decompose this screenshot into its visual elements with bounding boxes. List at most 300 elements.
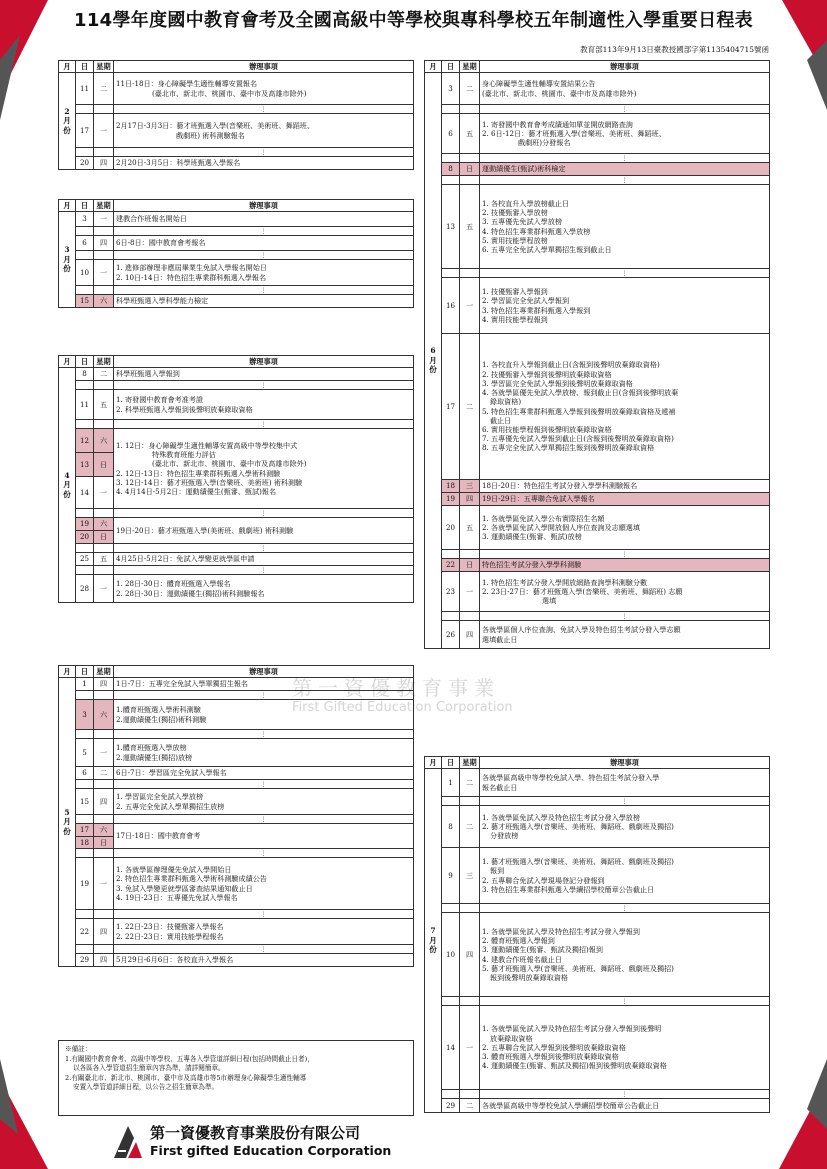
event xyxy=(480,493,770,506)
table-cell xyxy=(76,566,94,575)
event xyxy=(114,114,414,148)
event xyxy=(114,553,414,566)
event: ⋮ xyxy=(114,381,414,390)
event xyxy=(480,913,770,997)
event-line: (臺北市、新北市、桃園市、臺中市及高雄市除外) xyxy=(152,88,307,98)
table-cell xyxy=(460,612,480,621)
event-line: 3. 12日-14日：藝才班甄選入學(音樂班、美術班) 術科測驗 xyxy=(116,477,303,487)
event-line: 3. 五專優先免試入學放榜 xyxy=(482,217,562,227)
event-line: 6日-7日：學習區完全免試入學報名 xyxy=(116,768,227,778)
event xyxy=(114,236,414,251)
event-line: 4. 實用技能學程報到 xyxy=(482,314,548,324)
event-line: 3. 運動績優生(甄審、甄試)放榜 xyxy=(482,532,582,542)
event-line: 1. 各就學區免試入學及特色招生考試分發入學報到後聲明 xyxy=(482,1024,662,1034)
event-line: 2. 28日-30日：運動績優生(獨招)術科測驗報名 xyxy=(116,588,265,598)
weekday: 一 xyxy=(94,260,114,286)
event xyxy=(114,518,414,544)
table-cell xyxy=(442,154,460,163)
table-cell xyxy=(94,544,114,553)
event-line: 2. 技優甄審入學放榜 xyxy=(482,208,548,218)
column-header: 日 xyxy=(76,666,94,678)
event-line: 5月29日-6月6日：各校直升入學報名 xyxy=(116,955,234,965)
event-line: 2. 10日-14日：特色招生專業群科甄選入學報名 xyxy=(116,272,267,282)
table-cell xyxy=(460,550,480,559)
event: ⋮ xyxy=(480,550,770,559)
table-cell xyxy=(76,286,94,295)
event-line: 特色招生考試分發入學學科測驗 xyxy=(482,560,582,570)
event-line: 2. 體育班甄選入學報到 xyxy=(482,936,555,946)
event xyxy=(480,185,770,269)
table-cell xyxy=(94,509,114,518)
feb-schedule-table xyxy=(58,60,414,170)
table-cell xyxy=(76,381,94,390)
event-line: 5. 特色招生專業群科甄選入學報到後聲明放棄錄取資格及遞補 xyxy=(482,406,676,416)
event-line: (臺北市、新北市、桃園市、臺中市及高雄市除外) xyxy=(152,459,307,469)
notes-line: 安置入學管道詳細日程，以公告之招生簡章為準。 xyxy=(73,1083,219,1092)
event-line: 2.運動績優生(獨招)術科測驗 xyxy=(116,714,207,724)
weekday: 一 xyxy=(94,477,114,509)
event-line: 6. 實用技能學程報到後聲明放棄錄取資格 xyxy=(482,424,612,434)
notes-line: 2.有關臺北市、新北市、桃園市、臺中市及高雄市等5市辦理身心障礙學生適性輔導 xyxy=(65,1073,307,1082)
day: 8 xyxy=(76,368,94,381)
table-cell xyxy=(76,227,94,236)
event xyxy=(114,575,414,603)
column-header: 日 xyxy=(76,200,94,212)
weekday: 日 xyxy=(460,163,480,176)
event-line: 2. 12日-13日：特色招生專業群科甄選入學術科測驗 xyxy=(116,468,281,478)
bottom-left-decoration xyxy=(0,1059,60,1169)
day: 18 xyxy=(442,480,460,493)
event-line: 17日-18日：國中教育會考 xyxy=(116,831,201,841)
weekday: 五 xyxy=(94,390,114,420)
event xyxy=(480,73,770,105)
day: 19 xyxy=(76,858,94,910)
table-cell xyxy=(442,797,460,806)
day: 29 xyxy=(76,954,94,967)
day: 13 xyxy=(76,453,94,477)
event-line: 2. 五專完全免試入學單獨招生放榜 xyxy=(116,801,225,811)
table-cell xyxy=(94,381,114,390)
day: 15 xyxy=(76,295,94,308)
day: 3 xyxy=(442,73,460,105)
column-header: 月 xyxy=(59,356,76,368)
event-line: 3. 免試入學變更就學區審查結果通知截止日 xyxy=(116,883,253,893)
event: ⋮ xyxy=(480,269,770,278)
event-line: 1.體育班甄選入學術科測驗 xyxy=(116,705,201,715)
weekday: 五 xyxy=(460,114,480,154)
table-cell xyxy=(76,544,94,553)
event-line: 2. 五專聯合免試入學現場登記分發報到 xyxy=(482,875,605,885)
weekday: 四 xyxy=(94,236,114,251)
column-header: 星期 xyxy=(460,61,480,73)
column-header: 星期 xyxy=(94,666,114,678)
logo-company-name: 第一資優教育事業股份有限公司 xyxy=(150,1124,361,1142)
event xyxy=(480,806,770,848)
column-header: 星期 xyxy=(94,200,114,212)
event-line: 2. 特色招生專業群科甄選入學術科測驗成績公告 xyxy=(116,874,267,884)
event: ⋮ xyxy=(114,815,414,824)
event-line: 5. 藝才班甄選入學(音樂班、美術班、舞蹈班、戲劇班及獨招) xyxy=(482,963,674,973)
col-day: 日 xyxy=(76,61,94,73)
event-line: 4月25日-5月2日：免試入學變更就學區申請 xyxy=(116,554,255,564)
event-line: 4. 運動績優生(甄審、甄試及獨招)報到後聲明放棄錄取資格 xyxy=(482,1061,667,1071)
day: 28 xyxy=(76,575,94,603)
weekday: 四 xyxy=(460,621,480,649)
event-line: 1. 28日-30日：體育班甄選入學報名 xyxy=(116,579,231,589)
column-header: 星期 xyxy=(460,757,480,769)
month-label: 2 月 份 xyxy=(59,73,76,170)
day: 13 xyxy=(442,185,460,269)
day: 17 xyxy=(442,334,460,480)
table-cell xyxy=(460,797,480,806)
day: 14 xyxy=(76,477,94,509)
event-line: 選填截止日 xyxy=(482,634,518,644)
event-line: 2. 五專聯合免試入學報到後聲明放棄錄取資格 xyxy=(482,1042,626,1052)
table-cell xyxy=(76,780,94,789)
jun-schedule-table xyxy=(424,60,770,649)
table-cell xyxy=(460,176,480,185)
event-line: 2. 技優甄審入學報到後聲明放棄錄取資格 xyxy=(482,369,612,379)
event-line: 報到後聲明放棄錄取資格 xyxy=(490,972,569,982)
event xyxy=(114,824,414,849)
weekday: 四 xyxy=(94,919,114,945)
weekday: 一 xyxy=(460,572,480,612)
event: ⋮ xyxy=(114,691,414,700)
event-line: 各就學區個人序位查詢、免試入學及特色招生考試分發入學志願 xyxy=(482,625,681,635)
event xyxy=(480,114,770,154)
event: ⋮ xyxy=(114,420,414,429)
table-cell xyxy=(94,910,114,919)
table-cell xyxy=(76,691,94,700)
event: ⋮ xyxy=(114,105,414,114)
column-header: 日 xyxy=(442,757,460,769)
event-line: 1. 寄發國中教育會考准考證 xyxy=(116,395,204,405)
event xyxy=(480,572,770,612)
event-line: 1. 各校直升入學放榜截止日 xyxy=(482,198,570,208)
day: 10 xyxy=(76,260,94,286)
bottom-right-decoration xyxy=(767,1059,827,1169)
event-line: 2. 科學班甄選入學報到後聲明放棄錄取資格 xyxy=(116,404,253,414)
event-line: 3. 特色招生專業群科甄選入學續招學校簡章公告截止日 xyxy=(482,884,655,894)
event-line: 放棄錄取資格 xyxy=(490,1033,533,1043)
day: 14 xyxy=(442,1006,460,1090)
weekday: 日 xyxy=(94,837,114,849)
event-line: 8. 五專完全免試入學單獨招生報到後聲明放棄錄取資格 xyxy=(482,443,655,453)
weekday: 六 xyxy=(94,700,114,730)
day: 11 xyxy=(76,73,94,105)
table-cell xyxy=(442,269,460,278)
weekday: 一 xyxy=(94,114,114,148)
event-line: 5. 實用技能學程放榜 xyxy=(482,235,548,245)
event-line: 2. 學習區完全免試入學報到 xyxy=(482,296,570,306)
col-weekday: 星期 xyxy=(94,61,114,73)
day: 15 xyxy=(76,789,94,815)
table-cell xyxy=(94,691,114,700)
table-cell xyxy=(94,566,114,575)
day: 6 xyxy=(442,114,460,154)
table-cell xyxy=(442,1090,460,1099)
weekday: 五 xyxy=(460,185,480,269)
column-header: 辦理事項 xyxy=(114,356,414,368)
weekday: 六 xyxy=(94,824,114,837)
event xyxy=(114,789,414,815)
event-line: 1. 藝才班甄選入學(音樂班、美術班、舞蹈班、戲劇班及獨招) xyxy=(482,857,674,867)
event xyxy=(114,858,414,910)
weekday: 四 xyxy=(460,493,480,506)
table-cell xyxy=(76,730,94,739)
month-label: 5 月 份 xyxy=(59,678,76,967)
event-line: 18日-20日：特色招生考試分發入學學科測驗報名 xyxy=(482,481,638,491)
event-line: (臺北市、新北市、桃園市、臺中市及高雄市除外) xyxy=(482,88,637,98)
event: ⋮ xyxy=(114,227,414,236)
event-line: 1.體育班甄選入學放榜 xyxy=(116,743,187,753)
event-line: 1. 技優甄審入學報到 xyxy=(482,287,548,297)
table-cell xyxy=(76,509,94,518)
watermark-english: First Gifted Education Corporation xyxy=(292,700,513,715)
table-cell xyxy=(460,269,480,278)
month-label: 4 月 份 xyxy=(59,368,76,603)
month-label: 3 月 份 xyxy=(59,212,76,308)
table-cell xyxy=(442,105,460,114)
event-line: 2.運動績優生(獨招)放榜 xyxy=(116,752,193,762)
col-month: 月 xyxy=(59,61,76,73)
logo-company-english: First gifted Education Corporation xyxy=(150,1143,392,1158)
table-cell xyxy=(442,550,460,559)
event-line: 2月17日-3月3日：藝才班甄選入學(音樂班、美術班、舞蹈班、 xyxy=(116,121,314,131)
event-line: 1. 學習區完全免試入學放榜 xyxy=(116,792,204,802)
weekday: 六 xyxy=(94,295,114,308)
event-line: 3. 特色招生專業群科甄選入學報到 xyxy=(482,305,591,315)
month-label: 7 月 份 xyxy=(425,769,442,1113)
weekday: 二 xyxy=(460,1099,480,1113)
table-cell xyxy=(442,176,460,185)
day: 8 xyxy=(442,806,460,848)
event-line: 3. 學習區完全免試入學報到後聲明放棄錄取資格 xyxy=(482,378,633,388)
weekday: 六 xyxy=(94,429,114,453)
event-line: 分發放榜 xyxy=(490,831,519,841)
event-line: 1. 12日：身心障礙學生適性輔導安置高級中等學校集中式 xyxy=(116,440,298,450)
notes-line: 以各區各入學管道招生簡章內容為準，請詳閱簡章。 xyxy=(73,1064,225,1073)
event: ⋮ xyxy=(114,286,414,295)
table-cell xyxy=(94,420,114,429)
day: 17 xyxy=(76,114,94,148)
table-cell xyxy=(94,251,114,260)
event-line: 身心障礙學生適性輔導安置結果公告 xyxy=(482,79,596,89)
column-header: 月 xyxy=(425,757,442,769)
weekday: 一 xyxy=(94,858,114,910)
event: ⋮ xyxy=(114,780,414,789)
event-line: 6日-8日：國中教育會考報名 xyxy=(116,238,206,248)
day: 12 xyxy=(76,429,94,453)
event: ⋮ xyxy=(114,544,414,553)
day: 3 xyxy=(76,700,94,730)
day: 26 xyxy=(442,621,460,649)
event-line: 報名截止日 xyxy=(482,782,518,792)
table-cell xyxy=(94,945,114,954)
table-cell xyxy=(94,286,114,295)
event xyxy=(480,278,770,334)
event-line: 1. 各校直升入學報到截止日(含報到後聲明放棄錄取資格) xyxy=(482,360,660,370)
event xyxy=(114,739,414,767)
table-cell xyxy=(442,612,460,621)
logo-mark-icon xyxy=(112,1122,144,1160)
event xyxy=(114,368,414,381)
event xyxy=(480,334,770,480)
event-line: 選填 xyxy=(542,596,557,606)
event-line: 2. 各就學區免試入學開放個人序位查詢及志願選填 xyxy=(482,522,640,532)
event-line: 戲劇班)分發報名 xyxy=(518,138,571,148)
weekday: 二 xyxy=(460,769,480,797)
event xyxy=(114,260,414,286)
weekday: 四 xyxy=(94,789,114,815)
weekday: 二 xyxy=(460,334,480,480)
event-line: 7. 五專優先免試入學報到截止日(含報到後聲明放棄錄取資格) xyxy=(482,434,674,444)
event-line: 科學班甄選入學科學能力檢定 xyxy=(116,296,209,306)
column-header: 月 xyxy=(59,200,76,212)
event xyxy=(114,157,414,170)
event xyxy=(114,295,414,308)
table-cell xyxy=(76,910,94,919)
weekday: 二 xyxy=(94,73,114,105)
day: 25 xyxy=(76,553,94,566)
event-line: 6. 五專完全免試入學單獨招生報到截止日 xyxy=(482,244,612,254)
event: ⋮ xyxy=(480,612,770,621)
event xyxy=(480,1099,770,1113)
event-line: 1. 各就學區免試入學公布實際招生名額 xyxy=(482,513,605,523)
event: ⋮ xyxy=(480,154,770,163)
event-line: 建教合作班報名開始日 xyxy=(116,214,187,224)
event-line: 19日-29日：五專聯合免試入學報名 xyxy=(482,494,595,504)
event-line: 1. 寄發國中教育會考成績通知單並開放網路查詢 xyxy=(482,119,633,129)
day: 6 xyxy=(76,236,94,251)
event xyxy=(114,767,414,780)
table-cell xyxy=(76,251,94,260)
table-cell xyxy=(76,945,94,954)
month-label: 6 月 份 xyxy=(425,73,442,649)
weekday: 日 xyxy=(460,559,480,572)
column-header: 辦理事項 xyxy=(114,666,414,678)
jul-schedule-table xyxy=(424,756,770,1113)
weekday: 四 xyxy=(94,678,114,691)
weekday: 三 xyxy=(460,848,480,904)
table-cell xyxy=(94,780,114,789)
day: 19 xyxy=(442,493,460,506)
day: 8 xyxy=(442,163,460,176)
weekday: 五 xyxy=(94,553,114,566)
table-cell xyxy=(460,105,480,114)
event xyxy=(114,678,414,691)
weekday: 一 xyxy=(94,739,114,767)
weekday: 一 xyxy=(94,212,114,227)
company-logo xyxy=(112,1120,402,1164)
event: ⋮ xyxy=(114,509,414,518)
weekday: 二 xyxy=(94,767,114,780)
day: 19 xyxy=(76,518,94,531)
weekday: 日 xyxy=(94,531,114,544)
event: ⋮ xyxy=(480,176,770,185)
event xyxy=(480,848,770,904)
event: ⋮ xyxy=(480,997,770,1006)
page-title: 114學年度國中教育會考及全國高級中等學校與專科學校五年制適性入學重要日程表 xyxy=(74,10,753,31)
event-line: 1日-7日：五專完全免試入學單獨招生報名 xyxy=(116,679,249,689)
day: 18 xyxy=(76,837,94,849)
column-header: 辦理事項 xyxy=(480,61,770,73)
table-cell xyxy=(94,849,114,858)
event-line: 各就學區高級中等學校免試入學續招學校簡章公告截止日 xyxy=(482,1100,660,1110)
day: 6 xyxy=(76,767,94,780)
notes-line: 1.有關國中教育會考、高級中等學校、五專各入學管道詳細日程(包括時間截止日者)， xyxy=(65,1054,314,1063)
table-cell xyxy=(94,730,114,739)
event-line: 科學班甄選入學報到 xyxy=(116,369,180,379)
event-line: 1. 特色招生考試分發入學開放網路查詢學科測驗分數 xyxy=(482,577,648,587)
day: 29 xyxy=(442,1099,460,1113)
event xyxy=(480,480,770,493)
event-line: 特殊教育班能力評估 xyxy=(152,450,216,460)
notes-title: ※備註： xyxy=(65,1045,92,1053)
event: ⋮ xyxy=(480,105,770,114)
event-line: 2月20日-3月5日：科學班甄選入學報名 xyxy=(116,158,241,168)
event xyxy=(480,559,770,572)
event xyxy=(114,429,414,509)
event-line: 1. 22日-23日：技優甄審入學報名 xyxy=(116,922,224,932)
weekday: 二 xyxy=(460,73,480,105)
table-cell xyxy=(76,105,94,114)
event: ⋮ xyxy=(114,945,414,954)
column-header: 月 xyxy=(425,61,442,73)
table-cell xyxy=(76,148,94,157)
event xyxy=(114,919,414,945)
event xyxy=(480,506,770,550)
mar-schedule-table xyxy=(58,199,414,308)
weekday: 一 xyxy=(94,575,114,603)
watermark-chinese: 第一資優教育事業 xyxy=(292,676,500,700)
weekday: 四 xyxy=(460,913,480,997)
event xyxy=(114,700,414,730)
document-number: 教育部113年9月13日臺教授國部字第1135404715號函 xyxy=(580,45,769,54)
event-line: 19日-20日：藝才班甄選入學(美術班、戲劇班) 術科測驗 xyxy=(116,525,294,535)
event-line: 1. 各就學區免試入學及特色招生考試分發入學報到 xyxy=(482,926,640,936)
event xyxy=(114,954,414,967)
day: 1 xyxy=(76,678,94,691)
day: 20 xyxy=(76,157,94,170)
weekday: 三 xyxy=(460,480,480,493)
event xyxy=(480,621,770,649)
event-line: 各就學區高級中等學校免試入學、特色招生考試分發入學 xyxy=(482,773,660,783)
event-line: 2. 6日-12日：藝才班甄選入學(音樂班、美術班、舞蹈班、 xyxy=(482,128,666,138)
event: ⋮ xyxy=(480,1090,770,1099)
event xyxy=(480,163,770,176)
event-line: 報到 xyxy=(490,866,505,876)
weekday: 五 xyxy=(460,506,480,550)
day: 3 xyxy=(76,212,94,227)
table-cell xyxy=(94,227,114,236)
weekday: 二 xyxy=(460,806,480,848)
event-line: 2. 藝才班甄選入學(音樂班、美術班、舞蹈班、戲劇班及獨招) xyxy=(482,821,674,831)
event-line: 1. 各就學區辦理優先免試入學開始日 xyxy=(116,865,232,875)
day: 17 xyxy=(76,824,94,837)
col-event: 辦理事項 xyxy=(114,61,414,73)
day: 16 xyxy=(442,278,460,334)
table-cell xyxy=(76,815,94,824)
weekday: 四 xyxy=(94,157,114,170)
table-cell xyxy=(442,904,460,913)
table-cell xyxy=(76,849,94,858)
weekday: 四 xyxy=(94,954,114,967)
day: 11 xyxy=(76,390,94,420)
column-header: 星期 xyxy=(94,356,114,368)
table-cell xyxy=(460,904,480,913)
day: 1 xyxy=(442,769,460,797)
